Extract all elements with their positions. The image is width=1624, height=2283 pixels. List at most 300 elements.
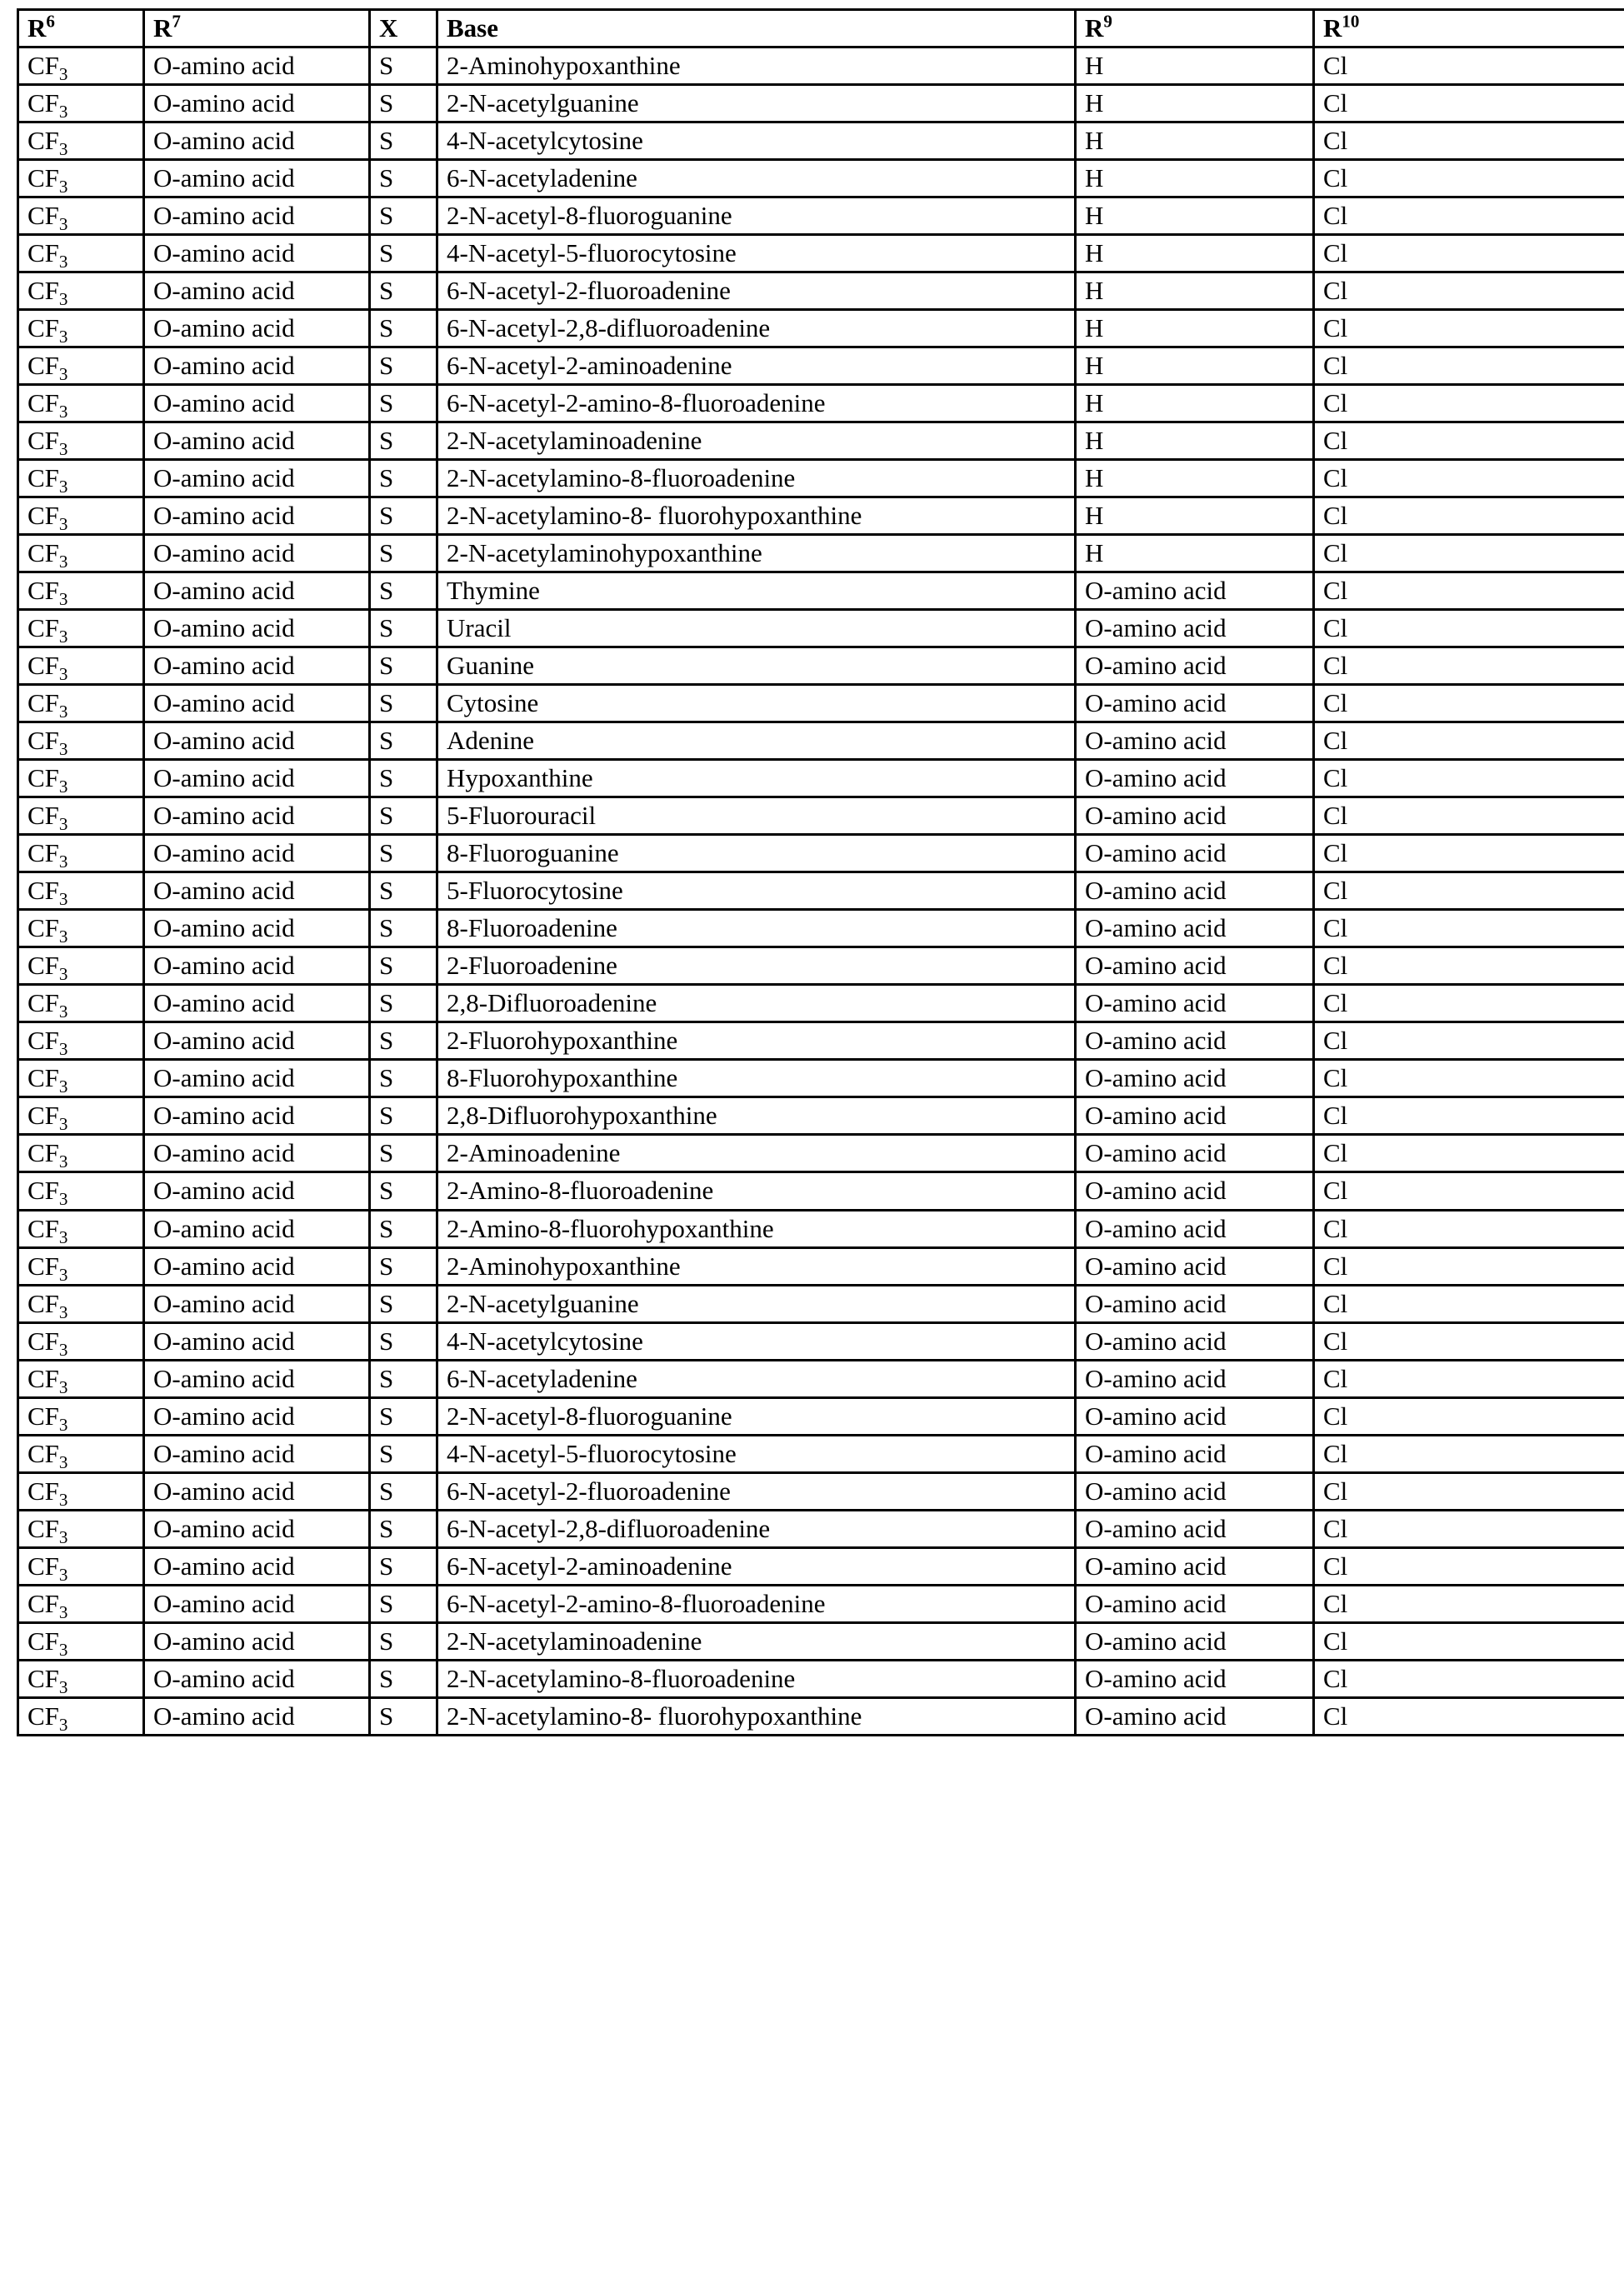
cell-r6 (18, 797, 144, 835)
cell-r6-subscript: 3 (58, 252, 68, 272)
cell-r7: O-amino acid (144, 947, 370, 985)
cell-x: S (370, 722, 437, 760)
cell-r7: O-amino acid (144, 1097, 370, 1135)
cell-r6-subscript: 3 (58, 1376, 68, 1397)
table-header (18, 10, 1624, 47)
cell-r6 (18, 1172, 144, 1210)
cell-r9: O-amino acid (1076, 1585, 1314, 1622)
cell-r6 (18, 1322, 144, 1360)
cell-r6-value: CF (27, 351, 59, 381)
cell-r10: Cl (1314, 797, 1624, 835)
cell-r6-value: CF (27, 88, 59, 118)
cell-r6-value: CF (27, 426, 59, 456)
table-row (18, 122, 1624, 160)
table-row (18, 685, 1624, 722)
table-row (18, 535, 1624, 572)
cell-r6-value: CF (27, 988, 59, 1018)
cell-r9: O-amino acid (1076, 1397, 1314, 1435)
cell-r7: O-amino acid (144, 235, 370, 272)
cell-base: Cytosine (437, 685, 1076, 722)
cell-x: S (370, 572, 437, 610)
cell-r6-subscript: 3 (58, 177, 68, 197)
table-row (18, 47, 1624, 85)
cell-r9: O-amino acid (1076, 722, 1314, 760)
table-row (18, 1622, 1624, 1660)
cell-x: S (370, 760, 437, 797)
cell-r7: O-amino acid (144, 272, 370, 310)
cell-r6 (18, 535, 144, 572)
cell-r10: Cl (1314, 685, 1624, 722)
cell-base: 2-N-acetylamino-8-fluoroadenine (437, 1660, 1076, 1697)
cell-r7: O-amino acid (144, 497, 370, 535)
cell-x: S (370, 1510, 437, 1547)
table-row (18, 1510, 1624, 1547)
cell-r7: O-amino acid (144, 797, 370, 835)
cell-r7: O-amino acid (144, 647, 370, 685)
cell-r6-value: CF (27, 163, 59, 193)
table-row (18, 1247, 1624, 1285)
cell-r7: O-amino acid (144, 347, 370, 385)
cell-r6-subscript: 3 (58, 927, 68, 947)
cell-base: 6-N-acetyl-2,8-difluoroadenine (437, 1510, 1076, 1547)
cell-r6-value: CF (27, 1401, 59, 1431)
cell-r6-value: CF (27, 1251, 59, 1281)
table-row (18, 272, 1624, 310)
cell-r6-subscript: 3 (58, 64, 68, 85)
table-row (18, 872, 1624, 910)
cell-r10: Cl (1314, 1547, 1624, 1585)
cell-r6 (18, 947, 144, 985)
cell-r7: O-amino acid (144, 535, 370, 572)
cell-r6-subscript: 3 (58, 1489, 68, 1510)
cell-r6-value: CF (27, 801, 59, 831)
cell-base: Uracil (437, 610, 1076, 647)
cell-r6-subscript: 3 (58, 964, 68, 985)
cell-r9: O-amino acid (1076, 1360, 1314, 1397)
table-row (18, 1435, 1624, 1472)
cell-r6 (18, 1622, 144, 1660)
cell-x: S (370, 1210, 437, 1247)
cell-r6 (18, 1022, 144, 1060)
cell-r7: O-amino acid (144, 1022, 370, 1060)
cell-x: S (370, 1247, 437, 1285)
cell-r6-value: CF (27, 1063, 59, 1093)
cell-r10: Cl (1314, 872, 1624, 910)
cell-r10: Cl (1314, 985, 1624, 1022)
cell-x: S (370, 1172, 437, 1210)
cell-r6 (18, 1210, 144, 1247)
cell-x: S (370, 1697, 437, 1735)
cell-r9: O-amino acid (1076, 1135, 1314, 1172)
cell-r9: O-amino acid (1076, 1547, 1314, 1585)
cell-r10: Cl (1314, 1285, 1624, 1322)
cell-r7: O-amino acid (144, 1435, 370, 1472)
cell-base: Guanine (437, 647, 1076, 685)
cell-r6 (18, 310, 144, 347)
cell-r7: O-amino acid (144, 47, 370, 85)
cell-r6-subscript: 3 (58, 402, 68, 422)
table-row (18, 497, 1624, 535)
cell-base: 2-N-acetylaminoadenine (437, 422, 1076, 460)
cell-x: S (370, 1360, 437, 1397)
cell-r9: O-amino acid (1076, 1660, 1314, 1697)
table-row (18, 197, 1624, 235)
cell-x: S (370, 1585, 437, 1622)
cell-r6-value: CF (27, 1138, 59, 1168)
cell-base: Thymine (437, 572, 1076, 610)
cell-base: 2-N-acetyl-8-fluoroguanine (437, 1397, 1076, 1435)
cell-x: S (370, 347, 437, 385)
cell-r7: O-amino acid (144, 722, 370, 760)
table-row (18, 797, 1624, 835)
cell-r7: O-amino acid (144, 1285, 370, 1322)
cell-r7: O-amino acid (144, 197, 370, 235)
cell-r9: H (1076, 122, 1314, 160)
cell-r6-value: CF (27, 463, 59, 493)
cell-r9: O-amino acid (1076, 1510, 1314, 1547)
cell-r7: O-amino acid (144, 1210, 370, 1247)
table-row (18, 1472, 1624, 1510)
cell-r7: O-amino acid (144, 460, 370, 497)
cell-r7: O-amino acid (144, 1135, 370, 1172)
table-row (18, 460, 1624, 497)
cell-base: 2-Aminoadenine (437, 1135, 1076, 1172)
cell-r7: O-amino acid (144, 1697, 370, 1735)
table-row (18, 610, 1624, 647)
cell-r10: Cl (1314, 47, 1624, 85)
cell-r10: Cl (1314, 422, 1624, 460)
cell-r6-value: CF (27, 126, 59, 156)
column-header-label: R (1085, 13, 1104, 42)
cell-base: 4-N-acetyl-5-fluorocytosine (437, 1435, 1076, 1472)
cell-base: 6-N-acetyladenine (437, 160, 1076, 197)
cell-x: S (370, 1622, 437, 1660)
cell-r6 (18, 1435, 144, 1472)
cell-r6 (18, 1697, 144, 1735)
cell-r7: O-amino acid (144, 422, 370, 460)
cell-x: S (370, 1435, 437, 1472)
cell-r9: H (1076, 422, 1314, 460)
cell-r7: O-amino acid (144, 910, 370, 947)
cell-r9: O-amino acid (1076, 610, 1314, 647)
column-header-label: X (379, 13, 398, 42)
cell-x: S (370, 197, 437, 235)
cell-r6 (18, 460, 144, 497)
cell-base: 6-N-acetyl-2,8-difluoroadenine (437, 310, 1076, 347)
cell-r7: O-amino acid (144, 385, 370, 422)
cell-r7: O-amino acid (144, 572, 370, 610)
substituent-table (17, 8, 1624, 1736)
cell-r6 (18, 985, 144, 1022)
cell-x: S (370, 910, 437, 947)
table-row (18, 1097, 1624, 1135)
table-row (18, 1360, 1624, 1397)
cell-r6 (18, 647, 144, 685)
cell-base: 2-Fluoroadenine (437, 947, 1076, 985)
cell-r10: Cl (1314, 1060, 1624, 1097)
cell-r10: Cl (1314, 835, 1624, 872)
cell-r6 (18, 1472, 144, 1510)
cell-r7: O-amino acid (144, 1397, 370, 1435)
table-row (18, 85, 1624, 122)
cell-r10: Cl (1314, 385, 1624, 422)
cell-r9: H (1076, 497, 1314, 535)
cell-r10: Cl (1314, 1435, 1624, 1472)
cell-r10: Cl (1314, 535, 1624, 572)
cell-base: 4-N-acetyl-5-fluorocytosine (437, 235, 1076, 272)
cell-r6-subscript: 3 (58, 1226, 68, 1247)
cell-r9: O-amino acid (1076, 910, 1314, 947)
cell-x: S (370, 985, 437, 1022)
table-row (18, 1022, 1624, 1060)
cell-x: S (370, 497, 437, 535)
cell-base: 2-N-acetyl-8-fluoroguanine (437, 197, 1076, 235)
cell-r6-subscript: 3 (58, 1114, 68, 1135)
cell-r6-subscript: 3 (58, 1002, 68, 1022)
cell-x: S (370, 272, 437, 310)
cell-base: 5-Fluorouracil (437, 797, 1076, 835)
table-row (18, 347, 1624, 385)
cell-r10: Cl (1314, 1022, 1624, 1060)
cell-x: S (370, 1097, 437, 1135)
cell-r6 (18, 1547, 144, 1585)
cell-r6-subscript: 3 (58, 664, 68, 685)
cell-r6-subscript: 3 (58, 214, 68, 235)
cell-r6 (18, 497, 144, 535)
cell-x: S (370, 685, 437, 722)
cell-x: S (370, 460, 437, 497)
cell-r10: Cl (1314, 1660, 1624, 1697)
table-row (18, 1697, 1624, 1735)
cell-r10: Cl (1314, 1172, 1624, 1210)
cell-r7: O-amino acid (144, 872, 370, 910)
cell-r7: O-amino acid (144, 985, 370, 1022)
cell-r10: Cl (1314, 310, 1624, 347)
cell-r9: O-amino acid (1076, 1172, 1314, 1210)
cell-base: 2-Amino-8-fluorohypoxanthine (437, 1210, 1076, 1247)
column-header-superscript: 7 (172, 11, 181, 32)
cell-r6-value: CF (27, 838, 59, 868)
cell-base: 2-N-acetylguanine (437, 1285, 1076, 1322)
cell-r6-value: CF (27, 1513, 59, 1543)
cell-x: S (370, 1022, 437, 1060)
cell-r6-value: CF (27, 951, 59, 981)
cell-r9: O-amino acid (1076, 1322, 1314, 1360)
cell-x: S (370, 872, 437, 910)
cell-r9: O-amino acid (1076, 1697, 1314, 1735)
cell-r6 (18, 1510, 144, 1547)
cell-r7: O-amino acid (144, 685, 370, 722)
cell-r6 (18, 347, 144, 385)
table-row (18, 647, 1624, 685)
table-row (18, 835, 1624, 872)
table-row (18, 160, 1624, 197)
cell-x: S (370, 1397, 437, 1435)
cell-base: 4-N-acetylcytosine (437, 1322, 1076, 1360)
cell-r6 (18, 685, 144, 722)
cell-r6-subscript: 3 (58, 1526, 68, 1547)
table-row (18, 1322, 1624, 1360)
column-header-base (437, 10, 1076, 47)
cell-r6 (18, 1135, 144, 1172)
table-row (18, 910, 1624, 947)
cell-r7: O-amino acid (144, 1510, 370, 1547)
table-row (18, 572, 1624, 610)
cell-r7: O-amino acid (144, 1360, 370, 1397)
cell-base: 2-Amino-8-fluoroadenine (437, 1172, 1076, 1210)
cell-r9: H (1076, 460, 1314, 497)
cell-r9: O-amino acid (1076, 1022, 1314, 1060)
cell-x: S (370, 1060, 437, 1097)
cell-r6-subscript: 3 (58, 1264, 68, 1285)
table-row (18, 1060, 1624, 1097)
cell-r6-subscript: 3 (58, 1077, 68, 1097)
cell-r9: O-amino acid (1076, 947, 1314, 985)
cell-r6-value: CF (27, 1288, 59, 1318)
cell-r6-value: CF (27, 576, 59, 606)
column-header-r6 (18, 10, 144, 47)
table-row (18, 1172, 1624, 1210)
cell-x: S (370, 535, 437, 572)
cell-r10: Cl (1314, 235, 1624, 272)
cell-r6-value: CF (27, 1213, 59, 1243)
cell-r9: O-amino acid (1076, 1622, 1314, 1660)
cell-r9: O-amino acid (1076, 685, 1314, 722)
cell-r6-subscript: 3 (58, 552, 68, 572)
cell-r6-subscript: 3 (58, 1676, 68, 1697)
cell-r10: Cl (1314, 1135, 1624, 1172)
cell-x: S (370, 1322, 437, 1360)
cell-r6 (18, 872, 144, 910)
cell-r6-subscript: 3 (58, 1151, 68, 1172)
cell-r10: Cl (1314, 272, 1624, 310)
cell-x: S (370, 122, 437, 160)
cell-r10: Cl (1314, 1585, 1624, 1622)
cell-r6 (18, 1285, 144, 1322)
table-row (18, 1547, 1624, 1585)
cell-r10: Cl (1314, 1510, 1624, 1547)
cell-x: S (370, 610, 437, 647)
cell-base: 2-N-acetylaminohypoxanthine (437, 535, 1076, 572)
cell-base: 6-N-acetyl-2-aminoadenine (437, 347, 1076, 385)
cell-r7: O-amino acid (144, 1547, 370, 1585)
cell-x: S (370, 835, 437, 872)
cell-r9: H (1076, 47, 1314, 85)
table-row (18, 1210, 1624, 1247)
cell-r10: Cl (1314, 760, 1624, 797)
cell-r6-value: CF (27, 313, 59, 343)
cell-r6-subscript: 3 (58, 1301, 68, 1322)
cell-r6-subscript: 3 (58, 1714, 68, 1735)
cell-r7: O-amino acid (144, 1622, 370, 1660)
cell-r10: Cl (1314, 1360, 1624, 1397)
cell-r9: H (1076, 385, 1314, 422)
cell-r6-value: CF (27, 1363, 59, 1393)
cell-base: 8-Fluorohypoxanthine (437, 1060, 1076, 1097)
cell-r6 (18, 722, 144, 760)
table-row (18, 310, 1624, 347)
cell-r6 (18, 235, 144, 272)
column-header-r10 (1314, 10, 1624, 47)
cell-r7: O-amino acid (144, 122, 370, 160)
cell-r7: O-amino acid (144, 1585, 370, 1622)
cell-r6 (18, 1247, 144, 1285)
cell-r6-subscript: 3 (58, 1189, 68, 1210)
cell-r6-value: CF (27, 726, 59, 756)
cell-r7: O-amino acid (144, 835, 370, 872)
cell-r9: H (1076, 535, 1314, 572)
cell-r6-subscript: 3 (58, 589, 68, 610)
cell-r6-value: CF (27, 1701, 59, 1731)
table-row (18, 235, 1624, 272)
cell-r9: O-amino acid (1076, 572, 1314, 610)
cell-base: 5-Fluorocytosine (437, 872, 1076, 910)
cell-r6-subscript: 3 (58, 289, 68, 310)
cell-r7: O-amino acid (144, 310, 370, 347)
cell-r10: Cl (1314, 1622, 1624, 1660)
cell-r6-value: CF (27, 1551, 59, 1581)
cell-base: 4-N-acetylcytosine (437, 122, 1076, 160)
cell-r6-value: CF (27, 1438, 59, 1468)
cell-r6 (18, 272, 144, 310)
cell-r6 (18, 197, 144, 235)
cell-r9: H (1076, 272, 1314, 310)
column-header-superscript: 10 (1342, 11, 1360, 32)
cell-r6 (18, 910, 144, 947)
column-header-x (370, 10, 437, 47)
cell-r7: O-amino acid (144, 760, 370, 797)
cell-base: 2-N-acetylaminoadenine (437, 1622, 1076, 1660)
cell-r6 (18, 1360, 144, 1397)
cell-r6-subscript: 3 (58, 814, 68, 835)
cell-base: 8-Fluoroguanine (437, 835, 1076, 872)
cell-base: 2,8-Difluoroadenine (437, 985, 1076, 1022)
cell-base: 2-N-acetylamino-8-fluoroadenine (437, 460, 1076, 497)
cell-r9: H (1076, 235, 1314, 272)
table-row (18, 985, 1624, 1022)
cell-x: S (370, 1660, 437, 1697)
cell-r6-value: CF (27, 201, 59, 231)
cell-r6-subscript: 3 (58, 852, 68, 872)
cell-r6-subscript: 3 (58, 1639, 68, 1660)
cell-r9: O-amino acid (1076, 1247, 1314, 1285)
cell-base: 2-Aminohypoxanthine (437, 1247, 1076, 1285)
cell-r7: O-amino acid (144, 1472, 370, 1510)
cell-r9: O-amino acid (1076, 1472, 1314, 1510)
cell-r6-value: CF (27, 238, 59, 268)
cell-r6 (18, 47, 144, 85)
cell-x: S (370, 1285, 437, 1322)
cell-r9: H (1076, 310, 1314, 347)
cell-r6-subscript: 3 (58, 1564, 68, 1585)
cell-r6-value: CF (27, 1176, 59, 1206)
cell-r6 (18, 1397, 144, 1435)
cell-base: 6-N-acetyl-2-aminoadenine (437, 1547, 1076, 1585)
cell-r9: O-amino acid (1076, 1435, 1314, 1472)
cell-base: 2-Fluorohypoxanthine (437, 1022, 1076, 1060)
column-header-superscript: 9 (1103, 11, 1112, 32)
cell-r7: O-amino acid (144, 1322, 370, 1360)
cell-x: S (370, 422, 437, 460)
cell-r6 (18, 160, 144, 197)
table-body (18, 47, 1624, 1736)
cell-r6-subscript: 3 (58, 1039, 68, 1060)
cell-r10: Cl (1314, 1697, 1624, 1735)
cell-r9: O-amino acid (1076, 872, 1314, 910)
cell-x: S (370, 310, 437, 347)
cell-base: 2-Aminohypoxanthine (437, 47, 1076, 85)
table-row (18, 1660, 1624, 1697)
